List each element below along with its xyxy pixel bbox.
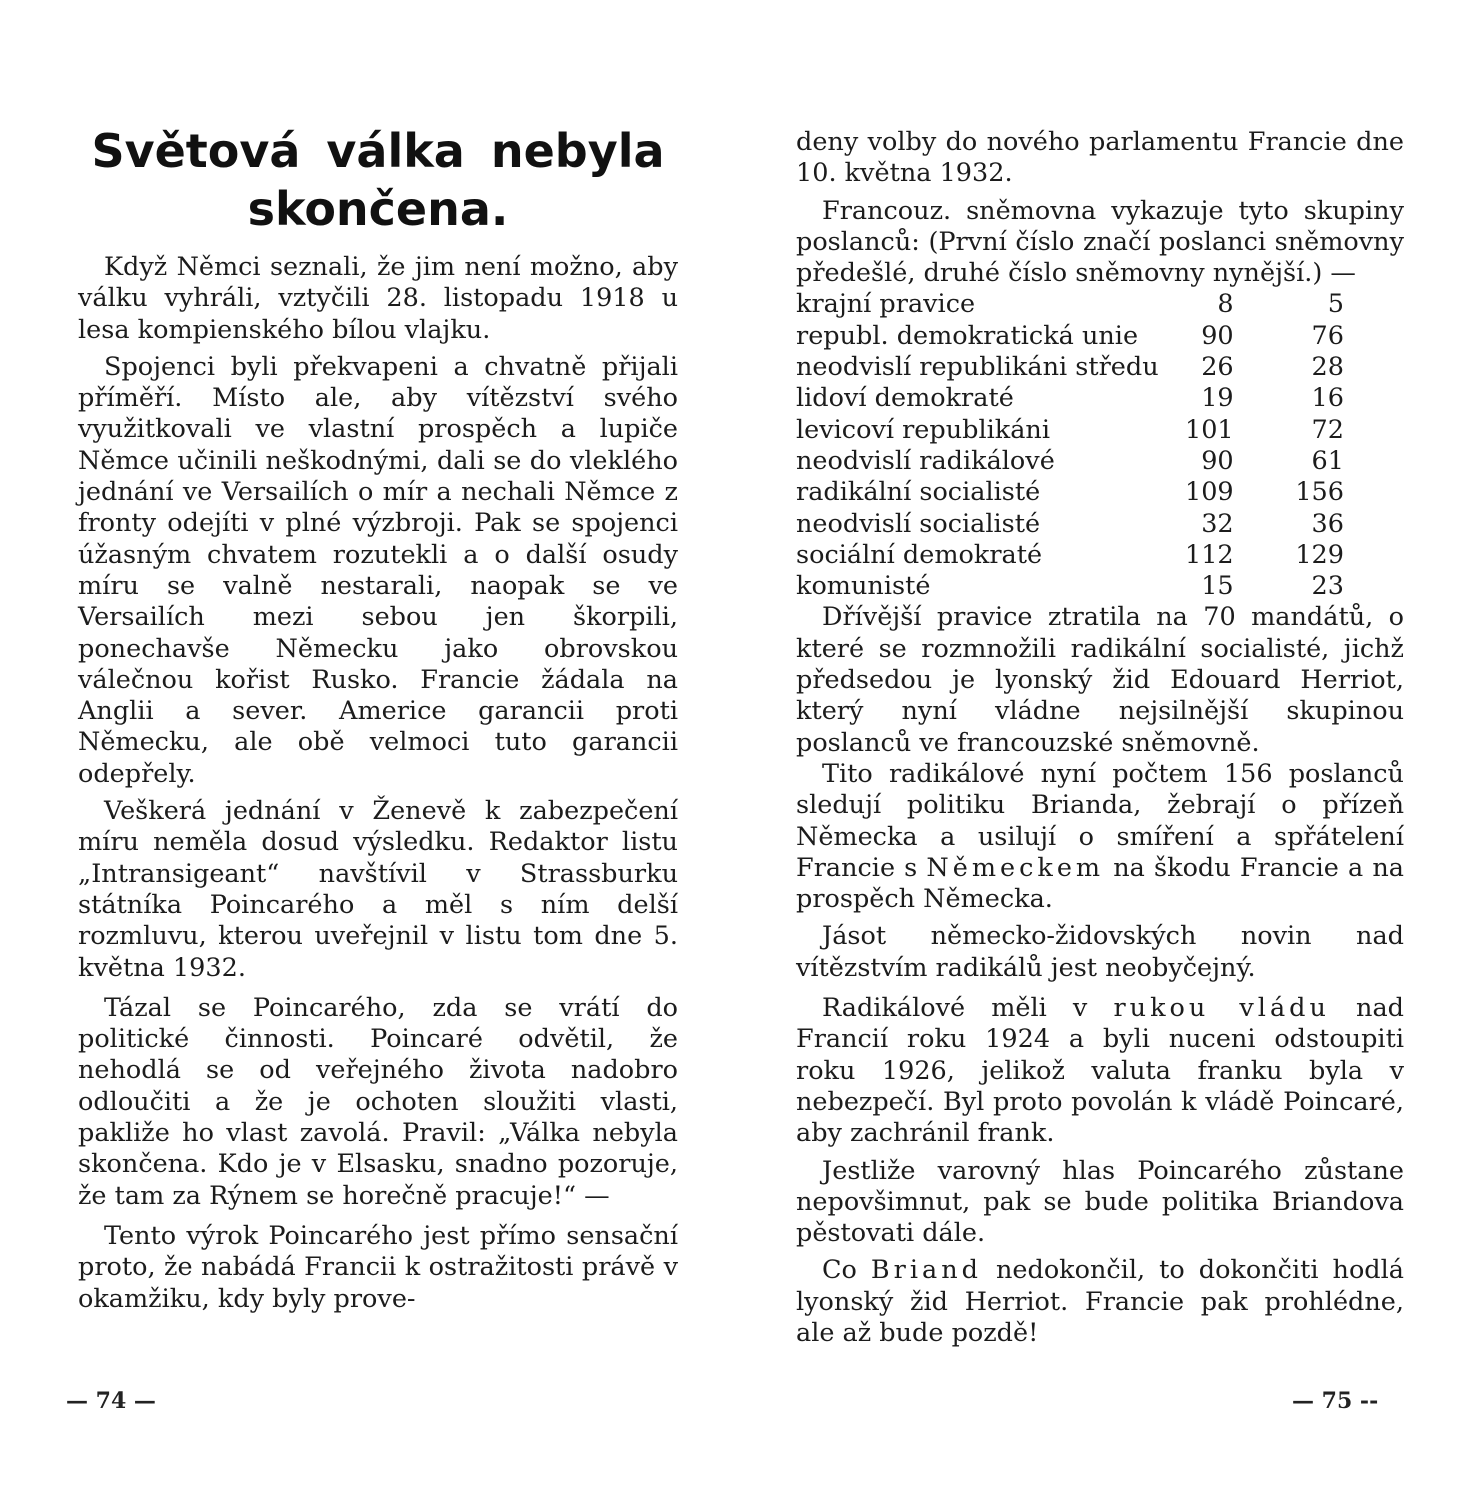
table-row [796, 477, 1344, 508]
seats-current: 5 [1327, 289, 1344, 320]
right-page [796, 0, 1404, 1501]
paragraph: Co Briand nedokončil, to dokončiti hodlá lyonský žid Herriot. Francie pak prohlédne, ale až bude pozdě! [796, 1255, 1404, 1348]
chapter-title [78, 122, 678, 238]
paragraph: Radikálové měli v rukou vládu nad Francií roku 1924 a byli nuceni odstoupiti roku 1926, jelikož valuta franku byla v nebezpečí. Byl proto povolán k vládě Poincaré, aby zachránil frank. [796, 993, 1404, 1149]
chapter-title-line2: skončena. [247, 182, 509, 236]
paragraph: Tázal se Poincarého, zda se vrátí do politické činnosti. Poincaré odvětil, že nehodlá se od veřejného života nadobro odloučiti a že je ochoten sloužiti vlasti, pakliže ho vlast zavolá. Pravil: „Válka nebyla skončena. Kdo je v Elsasku, snadno pozoruje, že tam za Rýnem se horečně pracuje!“ — [78, 992, 678, 1211]
table-row [796, 321, 1344, 352]
paragraph: Když Němci seznali, že jim není možno, aby válku vyhráli, vztyčili 28. listopadu 1918 u lesa kompienského bílou vlajku. [78, 252, 678, 345]
left-body-text [78, 252, 678, 1315]
paragraph: Veškerá jednání v Ženevě k zabezpečení míru neměla dosud výsledku. Redaktor listu „Intransigeant“ navštívil v Strassburku státníka Poincarého a měl s ním delší rozmluvu, kterou uveřejnil v listu tom dne 5. května 1932. [78, 796, 678, 983]
seats-previous: 32 [1201, 508, 1234, 539]
seats-current: 61 [1311, 445, 1344, 476]
seats-previous: 26 [1201, 352, 1234, 383]
seats-previous: 19 [1201, 383, 1234, 414]
seats-current: 16 [1311, 383, 1344, 414]
seats-previous: 101 [1184, 414, 1234, 445]
table-row [796, 509, 1344, 540]
paragraph: deny volby do nového parlamentu Francie dne 10. května 1932. [796, 127, 1404, 189]
seats-previous: 15 [1201, 571, 1234, 602]
page-number: — 74 — [66, 1388, 156, 1414]
party-name: neodvislí republikáni středu [796, 352, 1159, 383]
paragraph: Francouz. sněmovna vykazuje tyto skupiny poslanců: (První číslo značí poslanci sněmovny předešlé, druhé číslo sněmovny nynější.) — [796, 195, 1404, 289]
table-row [796, 289, 1344, 320]
spaced-emphasis: rukou vládu [1113, 993, 1330, 1024]
seats-previous: 112 [1184, 539, 1234, 570]
party-name: neodvislí radikálové [796, 445, 1055, 476]
paragraph: Spojenci byli překvapeni a chvatně přijali příměří. Místo ale, aby vítězství svého využitkovali ve vlastní prospěch a lupiče Němce učinili neškodnými, dali se do vleklého jednání ve Versailích o mír a nechali Němce z fronty odejíti v plné výzbroji. Pak se spojenci úžasným chvatem rozutekli a o další osudy míru se valně nestarali, naopak se ve Versailích mezi sebou jen škorpili, ponechavše Německu jako obrovskou válečnou kořist Rusko. Francie žádala na Anglii a sever. Americe garancii proti Německu, ale obě velmoci tuto garancii odepřely. [78, 351, 678, 789]
paragraph: Dřívější pravice ztratila na 70 mandátů, o které se rozmnožili radikální socialisté, jichž předsedou je lyonský žid Edouard Herriot, který nyní vládne nejsilnější skupinou poslanců ve francouzské sněmovně. [796, 602, 1404, 758]
table-row [796, 446, 1344, 477]
seats-previous: 8 [1217, 289, 1234, 320]
seats-current: 28 [1311, 352, 1344, 383]
seats-previous: 109 [1184, 477, 1234, 508]
party-name: levicoví republikáni [796, 414, 1051, 445]
party-seats-table [796, 289, 1344, 602]
seats-current: 36 [1311, 508, 1344, 539]
right-body-text [796, 127, 1404, 1349]
paragraph: Jásot německo-židovských novin nad vítězstvím radikálů jest neobyčejný. [796, 921, 1404, 983]
left-page [66, 0, 678, 1501]
party-name: republ. demokratická unie [796, 320, 1139, 351]
spaced-emphasis: Briand [870, 1255, 982, 1286]
seats-current: 76 [1311, 320, 1344, 351]
party-name: sociální demokraté [796, 539, 1043, 570]
chapter-title-line1: Světová válka nebyla [91, 124, 665, 178]
party-name: lidoví demokraté [796, 383, 1014, 414]
party-name: radikální socialisté [796, 477, 1041, 508]
table-row [796, 540, 1344, 571]
party-name: komunisté [796, 571, 931, 602]
seats-previous: 90 [1201, 445, 1234, 476]
party-name: krajní pravice [796, 289, 976, 320]
page-number: — 75 -- [1292, 1388, 1379, 1414]
paragraph: Tito radikálové nyní počtem 156 poslanců sledují politiku Brianda, žebrají o přízeň Německa a usilují o smíření a spřátelení Francie s Německem na škodu Francie a na prospěch Německa. [796, 758, 1404, 915]
seats-previous: 90 [1201, 320, 1234, 351]
paragraph: Tento výrok Poincarého jest přímo sensační proto, že nabádá Francii k ostražitosti právě v okamžiku, kdy byly prove- [78, 1220, 678, 1314]
seats-current: 72 [1311, 414, 1344, 445]
table-row [796, 352, 1344, 383]
party-name: neodvislí socialisté [796, 508, 1041, 539]
paragraph: Jestliže varovný hlas Poincarého zůstane nepovšimnut, pak se bude politika Briandova pěstovati dále. [796, 1155, 1404, 1249]
seats-current: 156 [1295, 477, 1344, 508]
table-row [796, 571, 1344, 602]
spaced-emphasis: Německem [926, 852, 1105, 883]
seats-current: 129 [1295, 539, 1344, 570]
table-row [796, 415, 1344, 446]
seats-current: 23 [1311, 571, 1344, 602]
table-row [796, 383, 1344, 414]
